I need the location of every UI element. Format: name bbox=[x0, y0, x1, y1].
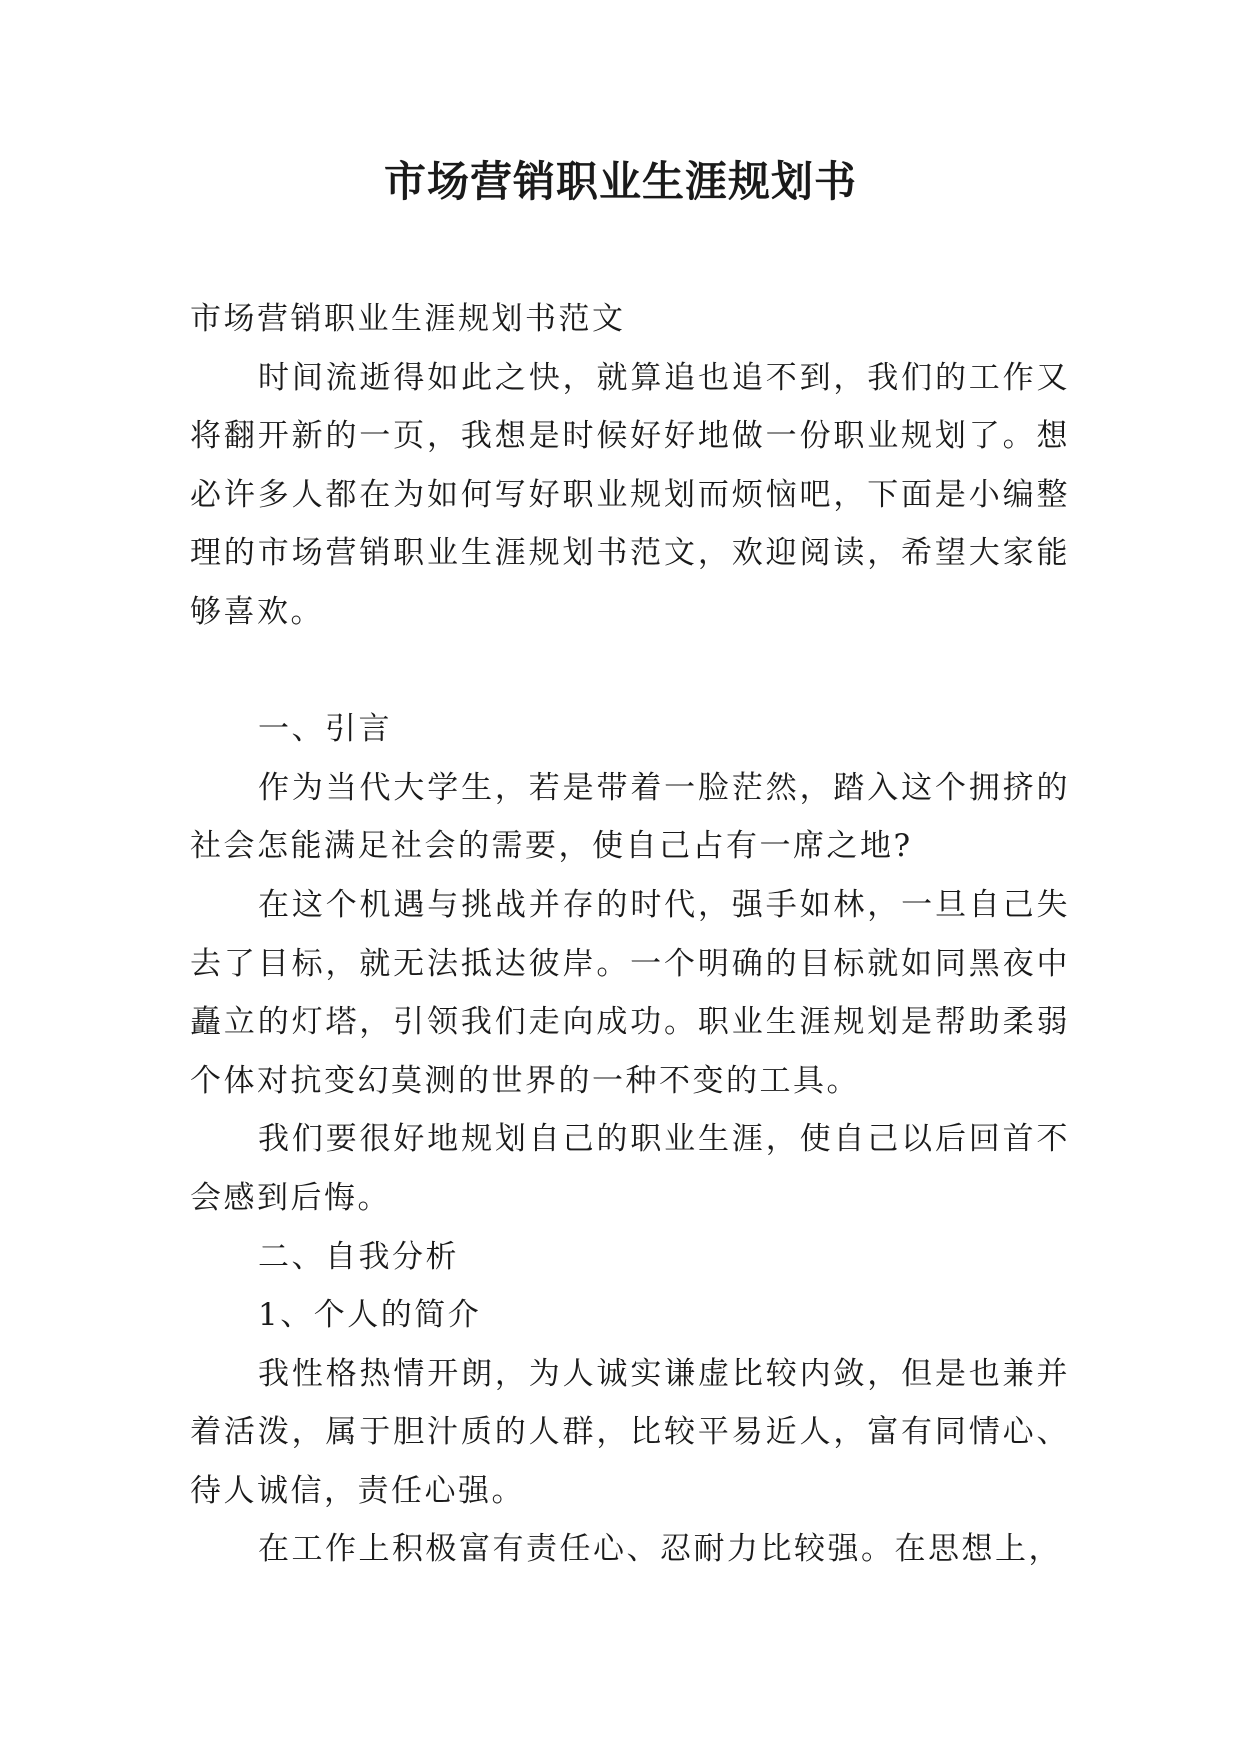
document-title: 市场营销职业生涯规划书 bbox=[383, 157, 857, 206]
paragraph: 在工作上积极富有责任心、忍耐力比较强。在思想上， bbox=[258, 1531, 1062, 1568]
blank-line bbox=[190, 642, 1070, 701]
document-body bbox=[190, 290, 1070, 1579]
paragraph: 我性格热情开朗，为人诚实谦虚比较内敛，但是也兼并着活泼，属于胆汁质的人群，比较平易近人，富有同情心、待人诚信，责任心强。 bbox=[190, 1355, 1070, 1509]
section-heading-self-analysis: 二、自我分析 bbox=[258, 1238, 459, 1275]
paragraph: 在这个机遇与挑战并存的时代，强手如林，一旦自己失去了目标，就无法抵达彼岸。一个明确的目标就如同黑夜中矗立的灯塔，引领我们走向成功。职业生涯规划是帮助柔弱个体对抗变幻莫测的世界的一种不变的工具。 bbox=[190, 886, 1070, 1099]
subtitle: 市场营销职业生涯规划书范文 bbox=[190, 301, 626, 337]
intro-paragraph: 时间流逝得如此之快，就算追也追不到，我们的工作又将翻开新的一页，我想是时候好好地做一份职业规划了。想必许多人都在为如何写好职业规划而烦恼吧，下面是小编整理的市场营销职业生涯规划书范文，欢迎阅读，希望大家能够喜欢。 bbox=[190, 359, 1070, 630]
subsection-heading-personal-intro: 1、个人的简介 bbox=[258, 1297, 482, 1334]
section-heading-introduction: 一、引言 bbox=[258, 711, 392, 748]
paragraph: 作为当代大学生，若是带着一脸茫然，踏入这个拥挤的社会怎能满足社会的需要，使自己占有一席之地? bbox=[190, 769, 1070, 865]
paragraph: 我们要很好地规划自己的职业生涯，使自己以后回首不会感到后悔。 bbox=[190, 1121, 1070, 1216]
